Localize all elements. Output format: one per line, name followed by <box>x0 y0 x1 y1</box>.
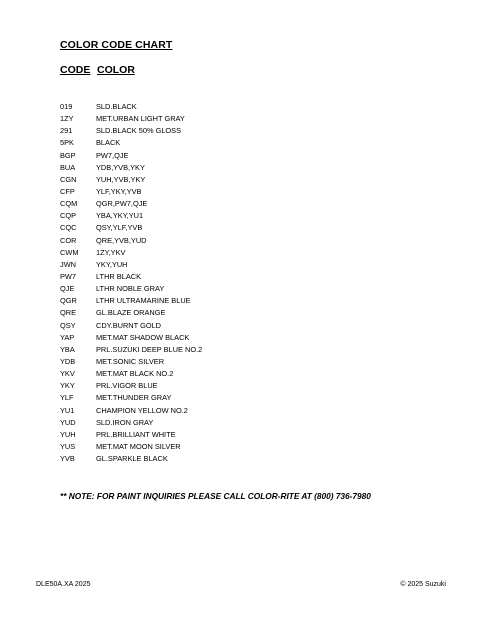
color-name: SLD.BLACK <box>96 102 137 111</box>
list-item <box>60 271 420 283</box>
color-code: CWM <box>60 247 79 257</box>
list-item <box>60 162 420 174</box>
list-item <box>60 392 420 404</box>
color-name: MET.SONIC SILVER <box>96 356 165 366</box>
list-item <box>60 441 420 453</box>
color-name: YBA,YKY,YU1 <box>96 211 144 221</box>
color-code: 5PK <box>60 138 74 148</box>
color-code: PW7 <box>60 271 77 281</box>
list-item <box>60 332 420 344</box>
color-name: YUH,YVB,YKY <box>96 174 146 184</box>
color-code: YKV <box>60 369 75 379</box>
color-name: MET.MAT SHADOW BLACK <box>96 332 190 342</box>
paint-inquiry-note: ** NOTE: FOR PAINT INQUIRIES PLEASE CALL COLOR-RITE AT (800) 736-7980 <box>60 491 371 501</box>
color-code: CQC <box>60 223 77 233</box>
color-code: COR <box>60 235 77 245</box>
color-code: QJE <box>60 284 75 294</box>
color-name: CDY.BURNT GOLD <box>96 320 162 330</box>
color-code: 291 <box>60 126 73 136</box>
color-name: QSY,YLF,YVB <box>96 223 143 233</box>
code-column-header: CODE <box>60 64 91 76</box>
color-code: YLF <box>60 393 74 403</box>
color-code: YDB <box>60 356 76 366</box>
color-name: MET.THUNDER GRAY <box>96 393 172 403</box>
color-code: QRE <box>60 308 77 318</box>
color-code: JWN <box>60 259 77 269</box>
color-name: MET.URBAN LIGHT GRAY <box>96 114 185 124</box>
color-name: LTHR BLACK <box>96 271 142 281</box>
list-item <box>60 210 420 222</box>
color-code: YUH <box>60 429 76 439</box>
list-item <box>60 453 420 465</box>
color-column-header: COLOR <box>97 64 135 76</box>
footer-copyright: © 2025 Suzuki <box>400 581 446 588</box>
footer-document-id: DLE50A.XA 2025 <box>36 581 91 588</box>
color-name: MET.MAT MOON SILVER <box>96 441 181 451</box>
color-name: GL.BLAZE ORANGE <box>96 308 166 318</box>
color-name: CHAMPION YELLOW NO.2 <box>96 405 188 415</box>
color-name: BLACK <box>96 138 121 148</box>
list-item <box>60 150 420 162</box>
color-code: CQP <box>60 211 77 221</box>
list-item <box>60 320 420 332</box>
color-name: 1ZY,YKV <box>96 247 126 257</box>
list-item <box>60 405 420 417</box>
color-name: SLD.IRON GRAY <box>96 417 154 427</box>
color-name: PW7,QJE <box>96 150 129 160</box>
list-item <box>60 344 420 356</box>
color-code: QGR <box>60 296 77 306</box>
color-name: YKY,YUH <box>96 259 128 269</box>
list-item <box>60 368 420 380</box>
color-name: YLF,YKY,YVB <box>96 186 142 196</box>
color-name: SLD.BLACK 50% GLOSS <box>96 126 182 136</box>
list-item <box>60 307 420 319</box>
color-name: QGR,PW7,QJE <box>96 199 148 209</box>
color-code: YVB <box>60 454 75 464</box>
list-item <box>60 380 420 392</box>
list-item <box>60 247 420 259</box>
list-item <box>60 295 420 307</box>
color-code: YKY <box>60 381 75 391</box>
list-item <box>60 283 420 295</box>
list-item <box>60 198 420 210</box>
color-code: YUD <box>60 417 76 427</box>
color-name: GL.SPARKLE BLACK <box>96 454 168 464</box>
color-name: MET.MAT BLACK NO.2 <box>96 369 174 379</box>
list-item <box>60 259 420 271</box>
color-code: YUS <box>60 441 76 451</box>
list-item <box>60 174 420 186</box>
color-code: BUA <box>60 162 76 172</box>
list-item <box>60 113 420 125</box>
color-code: QSY <box>60 320 76 330</box>
color-code: 1ZY <box>60 114 74 124</box>
color-code: CQM <box>60 199 78 209</box>
color-code-list <box>60 101 420 465</box>
list-item <box>60 186 420 198</box>
list-item <box>60 356 420 368</box>
list-item <box>60 101 420 113</box>
color-name: YDB,YVB,YKY <box>96 162 145 172</box>
color-code: YU1 <box>60 405 75 415</box>
list-item <box>60 137 420 149</box>
color-name: QRE,YVB,YUD <box>96 235 147 245</box>
color-name: LTHR NOBLE GRAY <box>96 284 165 294</box>
color-code: BGP <box>60 150 76 160</box>
list-item <box>60 222 420 234</box>
list-item <box>60 125 420 137</box>
color-code: CGN <box>60 174 77 184</box>
color-name: LTHR ULTRAMARINE BLUE <box>96 296 191 306</box>
color-code: YAP <box>60 332 75 342</box>
color-code: 019 <box>60 102 73 111</box>
list-item <box>60 417 420 429</box>
color-name: PRL.SUZUKI DEEP BLUE NO.2 <box>96 344 203 354</box>
list-item <box>60 235 420 247</box>
page-title: COLOR CODE CHART <box>60 39 173 51</box>
color-code: YBA <box>60 344 75 354</box>
color-code: CFP <box>60 186 75 196</box>
list-item <box>60 429 420 441</box>
color-name: PRL.VIGOR BLUE <box>96 381 158 391</box>
color-name: PRL.BRILLIANT WHITE <box>96 429 176 439</box>
